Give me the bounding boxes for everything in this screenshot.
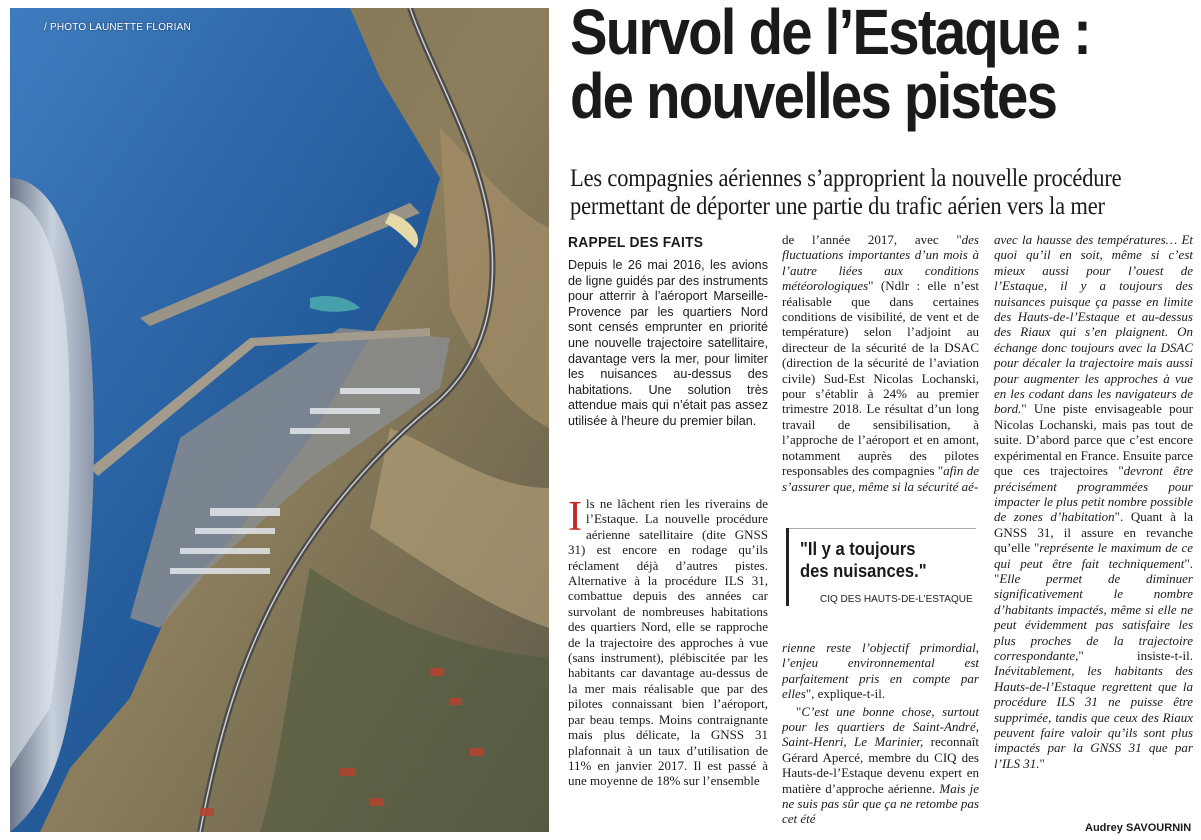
pull-quote-line-2: des nuisances."	[800, 561, 927, 581]
subheadline-line-2: permettant de déporter une partie du trafic aérien vers la mer	[570, 193, 1105, 220]
pull-quote	[786, 528, 976, 618]
col3-quote-e: Inévitablement, les habitants des Hauts-de-l’Estaque regrettent que la procédure ILS 31 ne puisse être supprimée, tandis que ceux des Riaux peuvent faire valoir qu’ils sont plus impactés par la GNSS 31 que par l’ILS 31.	[994, 663, 1193, 771]
col2-text-c: ", explique-t-il.	[805, 686, 886, 702]
col3-text-b: " Une piste envisageable pour Nicolas Lochanski, mais pas tout de suite. D’abord parce que c’est encore expérimental en France. Ensuite parce que ces trajectoires "	[994, 401, 1193, 479]
col2-quote-c: rienne reste l’objectif primordial, l’enjeu environnemental est parfaitement pris en compte par elles	[782, 640, 979, 702]
col2-text-b: " (Ndlr : elle n’est réalisable que dans certaines conditions de visibilité, de vent et de température) selon l’adjoint au directeur de la sécurité de la DSAC (direction de la sécurité de l’aviation civile) Sud-Est Nicolas Lochanski, pour s’établir à 24% au premier trimestre 2018. Le résultat d’un long travail de sensibilisation, à l’approche de l’aéroport et en amont, notamment auprès des pilotes responsables des compagnies "	[782, 278, 979, 479]
pull-quote-source: CIQ DES HAUTS-DE-L’ESTAQUE	[820, 594, 973, 605]
col3-quote-b: devront être précisément programmées pour impacter le plus petit nombre possible de zones d’habitation	[994, 463, 1193, 525]
col3-text-c: ". Quant à la GNSS 31, il assure en revanche qu’elle "	[994, 509, 1193, 556]
col3-quote-d: Elle permet de diminuer significativement le nombre d’habitants impactés, même si elle ne peut évidemment pas satisfaire les plus proches de la trajectoire correspondante,	[994, 570, 1193, 663]
headline	[570, 0, 1123, 132]
col3-text-e: " insiste-t-il.	[1078, 647, 1193, 663]
headline-line-1: Survol de l’Estaque :	[570, 0, 1091, 68]
col2-quote-b: afin de s’assurer que, même si la sécurité aé-	[782, 463, 979, 494]
col2-openquote: "	[796, 703, 802, 719]
rappel-title: RAPPEL DES FAITS	[568, 234, 704, 251]
col2-quote-d: C’est une bonne chose, surtout pour les quartiers de Saint-André, Saint-Henri, Le Marinier,	[782, 703, 979, 750]
aerial-photo-illustration	[10, 8, 549, 832]
col3-quote-c: représente le maximum de ce qui peut être fait techniquement	[994, 540, 1193, 571]
pull-quote-text	[800, 538, 962, 582]
subheadline-line-1: Les compagnies aériennes s’approprient la nouvelle procédure	[570, 165, 1122, 192]
dropcap: I	[568, 494, 582, 540]
body-column-3	[994, 232, 1193, 771]
pull-quote-rule	[786, 528, 976, 529]
photo-credit: / PHOTO LAUNETTE FLORIAN	[44, 22, 191, 33]
subheadline	[570, 165, 1146, 221]
col2-quote-d2: Mais je ne suis pas sûr que ça ne retombe pas cet été	[782, 780, 979, 827]
body-column-2-top	[782, 232, 979, 494]
rappel-text: Depuis le 26 mai 2016, les avions de ligne guidés par des instruments pour atterrir à l’aéroport Marseille-Provence par les quartiers Nord sont censés emprunter en priorité une nouvelle trajectoire satellitaire, davantage vers la mer, pour limiter les nuisances au-dessus des habitations. Une solution très attendue mais qui n’était pas assez utilisée à l’heure du premier bilan.	[568, 258, 768, 428]
body-col1-text: ls ne lâchent rien les riverains de l’Estaque. La nouvelle procédure aérienne satellitaire (dite GNSS 31) est encore en rodage qu’ils réclament déjà d’autres pistes. Alternative à la procédure ILS 31, combattue depuis des années car survolant de nombreuses habitations des quartiers Nord, elle se rapproche de la trajectoire des approches à vue (sans instrument), plébiscitée par les habitants car davantage au-dessus de la mer mais réalisable que par des pilotes connaissant bien l’aéroport, par beau temps. Moins contraignante mais plus délicate, la GNSS 31 plafonnait à un taux d’utilisation de 11% en janvier 2017. Il est passé à une moyenne de 18% sur l’ensemble	[568, 496, 768, 789]
body-column-1	[568, 496, 768, 789]
body-column-2-bottom	[782, 640, 979, 827]
pull-quote-bar	[786, 528, 789, 606]
col2-text-a: de l’année 2017, avec "	[782, 232, 962, 247]
article-photo	[10, 8, 549, 832]
col3-text-f: "	[1039, 755, 1045, 771]
pull-quote-line-1: "Il y a toujours	[800, 539, 916, 559]
col2-quote-a: des fluctuations importantes d’un mois à l’autre liées aux conditions météorologiques	[782, 232, 979, 294]
col3-quote-a: avec la hausse des températures… Et quoi qu’il en soit, même si c’est mieux aussi pour l’ouest de l’Estaque, il y a toujours des nuisances puisque ça passe en limite des Hauts-de-l’Estaque et au-dessus des Riaux qui s’en plaignent. On échange donc toujours avec la DSAC pour décaler la trajectoire mais aussi pour augmenter les approches à vue en les codant dans les navigateurs de bord.	[994, 232, 1193, 417]
headline-line-2: de nouvelles pistes	[570, 60, 1057, 132]
byline: Audrey SAVOURNIN	[1085, 822, 1192, 834]
col3-text-d: ". "	[994, 555, 1193, 586]
col2-text-d: reconnaît Gérard Apercé, membre du CIQ des Hauts-de-l’Estaque devenu expert en matière d’approche aérienne.	[782, 734, 979, 796]
